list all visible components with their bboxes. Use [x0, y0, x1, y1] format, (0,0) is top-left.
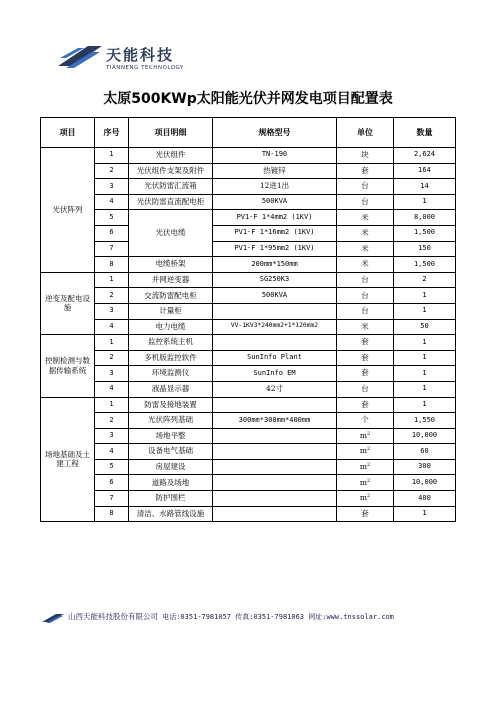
company-logo: [58, 42, 228, 78]
cell-no: 3: [95, 366, 129, 382]
cell-spec: SG250K3: [213, 272, 337, 288]
group-name: 控制检测与数据传输系统: [41, 335, 95, 397]
header-item: 项目明细: [129, 118, 213, 148]
table-row: [41, 225, 456, 241]
cell-no: 5: [95, 459, 129, 475]
table-row: [41, 366, 456, 382]
group-name: 光伏阵列: [41, 148, 95, 273]
cell-qty: 10,000: [394, 428, 456, 444]
cell-unit: 米: [337, 319, 394, 335]
cell-item: 光伏阵列基础: [129, 413, 213, 429]
table-row: [41, 303, 456, 319]
cell-qty: 1,550: [394, 413, 456, 429]
header-unit: 单位: [337, 118, 394, 148]
table-row: [41, 413, 456, 429]
cell-no: 6: [95, 475, 129, 491]
cell-unit: 台: [337, 179, 394, 195]
cell-unit: 套: [337, 506, 394, 522]
cell-no: 1: [95, 397, 129, 413]
cell-item: 交流防雷配电柜: [129, 288, 213, 304]
header-project: 项目: [41, 118, 95, 148]
unit-base: m: [359, 430, 367, 440]
table-row: [41, 194, 456, 210]
cell-no: 1: [95, 148, 129, 164]
footer-contact-text: [68, 611, 394, 622]
cell-no: 4: [95, 194, 129, 210]
table-row: [41, 288, 456, 304]
unit-superscript: 2: [366, 446, 371, 453]
cell-qty: 150: [394, 241, 456, 257]
table-row: [41, 335, 456, 351]
header-spec: 规格型号: [213, 118, 337, 148]
cell-spec: [213, 428, 337, 444]
cell-qty: 50: [394, 319, 456, 335]
table-row: [41, 272, 456, 288]
cell-spec: [213, 444, 337, 460]
cell-spec: PV1-F 1*95mm2 (1KV): [213, 241, 337, 257]
group-name: 场地基础及土建工程: [41, 397, 95, 522]
table-row: [41, 428, 456, 444]
cell-item: 监控系统主机: [129, 335, 213, 351]
cell-qty: 2: [394, 272, 456, 288]
cell-spec: [213, 397, 337, 413]
cell-qty: 300: [394, 459, 456, 475]
unit-superscript: 2: [366, 493, 371, 500]
table-row: [41, 475, 456, 491]
cell-spec: 12进1出: [213, 179, 337, 195]
cell-item: 场地平整: [129, 428, 213, 444]
cell-item: 防护围栏: [129, 491, 213, 507]
table-row: [41, 179, 456, 195]
page-title: 太原500KWp太阳能光伏并网发电项目配置表: [103, 91, 393, 107]
cell-item: 光伏防雷汇流箱: [129, 179, 213, 195]
table-row: [41, 444, 456, 460]
cell-spec: SunInfo EM: [213, 366, 337, 382]
cell-item: 房屋建设: [129, 459, 213, 475]
cell-spec: [213, 335, 337, 351]
cell-unit: 米: [337, 241, 394, 257]
cell-no: 1: [95, 272, 129, 288]
cell-item: 液晶显示器: [129, 381, 213, 397]
cell-qty: 1: [394, 381, 456, 397]
cell-unit: 套: [337, 397, 394, 413]
cell-unit: 米: [337, 225, 394, 241]
cell-qty: 1: [394, 350, 456, 366]
cell-spec: PV1-F 1*4mm2 (1KV): [213, 210, 337, 226]
cell-qty: 1: [394, 303, 456, 319]
cell-no: 4: [95, 319, 129, 335]
cell-unit: 台: [337, 303, 394, 319]
cell-item: 电力电缆: [129, 319, 213, 335]
cell-no: 1: [95, 335, 129, 351]
cell-qty: 164: [394, 163, 456, 179]
cell-unit: 套: [337, 335, 394, 351]
cell-qty: 1: [394, 506, 456, 522]
cell-unit: 台: [337, 272, 394, 288]
cell-spec: PV1-F 1*16mm2 (1KV): [213, 225, 337, 241]
footer-tel: 电话:0351-7981057: [158, 613, 232, 621]
cell-spec: [213, 491, 337, 507]
cell-unit: 个: [337, 413, 394, 429]
cell-no: 7: [95, 241, 129, 257]
cell-qty: 1,500: [394, 257, 456, 273]
cell-unit: [337, 491, 394, 507]
cell-unit: [337, 444, 394, 460]
header-qty: 数量: [394, 118, 456, 148]
table-row: [41, 491, 456, 507]
cell-no: 8: [95, 506, 129, 522]
table-row: [41, 459, 456, 475]
table-row: [41, 506, 456, 522]
footer-web: 网址:www.tnssolar.com: [304, 613, 394, 621]
cell-qty: 1: [394, 194, 456, 210]
cell-unit: [337, 475, 394, 491]
logo-english-name: TIANNENG TECHNOLOGY: [106, 65, 184, 71]
unit-base: m: [359, 446, 367, 456]
cell-qty: 8,000: [394, 210, 456, 226]
cell-no: 4: [95, 444, 129, 460]
cell-spec: TN-190: [213, 148, 337, 164]
cell-qty: 1: [394, 335, 456, 351]
table-row: [41, 381, 456, 397]
cell-unit: [337, 459, 394, 475]
cell-spec: 200mm*150mm: [213, 257, 337, 273]
cell-spec: 300mm*300mm*400mm: [213, 413, 337, 429]
cell-qty: 60: [394, 444, 456, 460]
cell-qty: 10,000: [394, 475, 456, 491]
cell-spec: VV-1KV3*240mm2+1*120mm2: [213, 319, 337, 335]
cell-qty: 1: [394, 397, 456, 413]
cell-unit: 米: [337, 210, 394, 226]
cell-qty: 1,500: [394, 225, 456, 241]
cell-unit: 台: [337, 381, 394, 397]
unit-superscript: 2: [366, 430, 371, 437]
unit-superscript: 2: [366, 477, 371, 484]
table-row: [41, 241, 456, 257]
cell-item: 光伏组件: [129, 148, 213, 164]
cell-spec: 500KVA: [213, 288, 337, 304]
cell-no: 5: [95, 210, 129, 226]
table-row: [41, 397, 456, 413]
cell-no: 2: [95, 413, 129, 429]
cell-no: 2: [95, 163, 129, 179]
cell-qty: 1: [394, 288, 456, 304]
cell-no: 3: [95, 303, 129, 319]
unit-base: m: [359, 493, 367, 503]
cell-no: 6: [95, 225, 129, 241]
logo-chinese-name: 天能科技: [106, 46, 175, 64]
cell-no: 2: [95, 350, 129, 366]
cell-no: 3: [95, 428, 129, 444]
configuration-table: [40, 117, 456, 522]
cell-qty: 14: [394, 179, 456, 195]
cell-no: 3: [95, 179, 129, 195]
table-row: [41, 257, 456, 273]
cell-unit: 套: [337, 366, 394, 382]
footer-company: 山西天能科技股份有限公司: [68, 612, 158, 621]
unit-base: m: [359, 462, 367, 472]
header-seq: 序号: [95, 118, 129, 148]
cell-unit: [337, 428, 394, 444]
footer-logo-mark-icon: [42, 613, 64, 623]
company-logo-mark-icon: [58, 44, 102, 70]
cell-unit: 台: [337, 288, 394, 304]
table-row: [41, 163, 456, 179]
cell-item: 防雷及接地装置: [129, 397, 213, 413]
cell-item: 多机版监控软件: [129, 350, 213, 366]
cell-spec: [213, 475, 337, 491]
cell-no: 4: [95, 381, 129, 397]
cell-qty: 2,624: [394, 148, 456, 164]
cell-spec: SunInfo Plant: [213, 350, 337, 366]
cell-item: 光伏电缆: [129, 210, 213, 257]
cell-spec: 500KVA: [213, 194, 337, 210]
cell-no: 2: [95, 288, 129, 304]
cell-unit: 台: [337, 194, 394, 210]
group-name: 逆变及配电设施: [41, 272, 95, 334]
cell-item: 电缆桥架: [129, 257, 213, 273]
cell-spec: [213, 303, 337, 319]
cell-item: 设备电气基础: [129, 444, 213, 460]
cell-no: 8: [95, 257, 129, 273]
unit-base: m: [359, 477, 367, 487]
unit-superscript: 2: [366, 462, 371, 469]
table-row: [41, 148, 456, 164]
cell-unit: 块: [337, 148, 394, 164]
cell-qty: 400: [394, 491, 456, 507]
cell-unit: 套: [337, 163, 394, 179]
cell-item: 光伏防雷直流配电柜: [129, 194, 213, 210]
cell-no: 7: [95, 491, 129, 507]
table-row: [41, 210, 456, 226]
cell-item: 并网逆变器: [129, 272, 213, 288]
cell-item: 计量柜: [129, 303, 213, 319]
cell-item: 环境监测仪: [129, 366, 213, 382]
cell-item: 道路及场地: [129, 475, 213, 491]
table-row: [41, 350, 456, 366]
cell-unit: 套: [337, 350, 394, 366]
cell-item: 清洁、水路管线设施: [129, 506, 213, 522]
footer-fax: 传真:0351-7981063: [231, 613, 305, 621]
cell-qty: 1: [394, 366, 456, 382]
cell-spec: [213, 459, 337, 475]
cell-spec: 42寸: [213, 381, 337, 397]
table-row: [41, 319, 456, 335]
page-footer: [42, 611, 462, 625]
cell-spec: [213, 506, 337, 522]
cell-spec: 热镀锌: [213, 163, 337, 179]
cell-item: 光伏组件支架及附件: [129, 163, 213, 179]
cell-unit: 米: [337, 257, 394, 273]
table-header-row: [41, 118, 456, 148]
